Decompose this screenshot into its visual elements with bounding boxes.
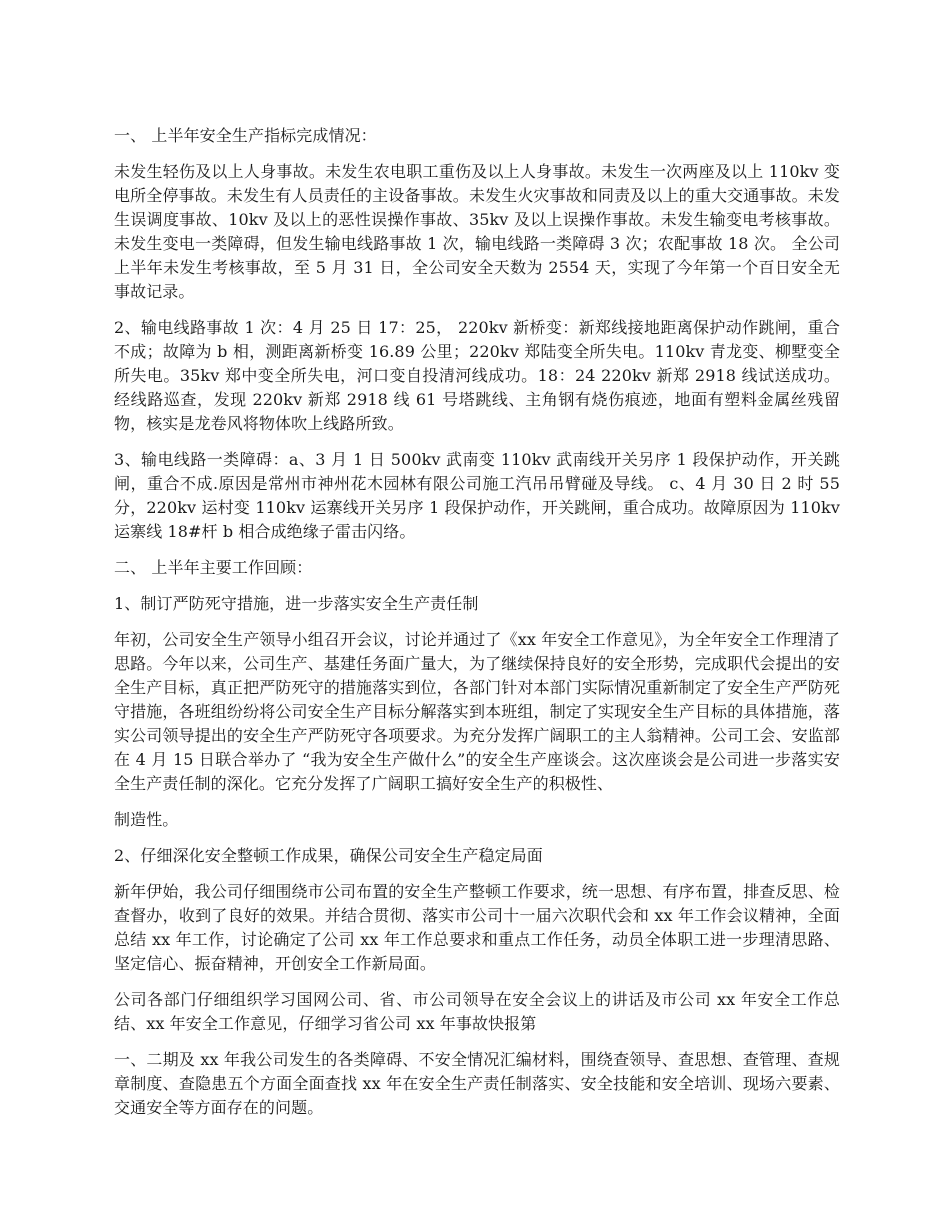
- paragraph-safety-indicators: 未发生轻伤及以上人身事故。未发生农电职工重伤及以上人身事故。未发生一次两座及以上 110kv 变电所全停事故。未发生有人员责任的主设备事故。未发生火灾事故和同责及以上的重大交通事故。未发生误调度事故、10kv 及以上的恶性误操作事故、35kv 及以上误操作事故。未发生输变电考核事故。未发生变电一类障碍，但发生输电线路事故 1 次，输电线路一类障碍 3 次；农配事故 18 次。 全公司上半年未发生考核事故，至 5 月 31 日，全公司安全天数为 2554 天，实现了今年第一个百日安全无事故记录。: [114, 162, 840, 301]
- document-page: [114, 124, 840, 1132]
- subheading-2: 2、仔细深化安全整顿工作成果，确保公司安全生产稳定局面: [114, 846, 543, 865]
- paragraph-line-faults: 3、输电线路一类障碍：a、3 月 1 日 500kv 武南变 110kv 武南线开关另序 1 段保护动作，开关跳闸，重合不成.原因是常州市神州花木园林有限公司施工汽吊吊臂碰及导线。 c、4 月 30 日 2 时 55 分，220kv 运村变 110kv 运寨线开关另序 1 段保护动作，开关跳闸，重合成功。故障原因为 110kv 运寨线 18#杆 b 相合成绝缘子雷击闪络。: [114, 450, 840, 541]
- paragraph-new-year: 新年伊始，我公司仔细围绕市公司布置的安全生产整顿工作要求，统一思想、有序布置，排查反思、检查督办，收到了良好的效果。并结合贯彻、落实市公司十一届六次职代会和 xx 年工作会议精神，全面总结 xx 年工作，讨论确定了公司 xx 年工作总要求和重点工作任务，动员全体职工进一步理清思路、坚定信心、振奋精神，开创安全工作新局面。: [114, 882, 840, 973]
- paragraph-continuation: 制造性。: [114, 810, 179, 829]
- section-heading-1: 一、 上半年安全生产指标完成情况：: [114, 126, 377, 145]
- paragraph-line-accident: 2、输电线路事故 1 次：4 月 25 日 17：25， 220kv 新桥变：新郑线接地距离保护动作跳闸，重合不成；故障为 b 相，测距离新桥变 16.89 公里；220kv 郑陆变全所失电。110kv 青龙变、柳墅变全所失电。35kv 郑中变全所失电，河口变自投清河线成功。18：24 220kv 新郑 2918 线试送成功。经线路巡查，发现 220kv 新郑 2918 线 61 号塔跳线、主角钢有烧伤痕迹，地面有塑料金属丝残留物，核实是龙卷风将物体吹上线路所致。: [114, 318, 840, 433]
- paragraph-investigation: 一、二期及 xx 年我公司发生的各类障碍、不安全情况汇编材料，围绕查领导、查思想、查管理、查规章制度、查隐患五个方面全面查找 xx 年在安全生产责任制落实、安全技能和安全培训、现场六要素、交通安全等方面存在的问题。: [114, 1050, 840, 1117]
- paragraph-responsibility: 年初，公司安全生产领导小组召开会议，讨论并通过了《xx 年安全工作意见》，为全年安全工作理清了思路。今年以来，公司生产、基建任务面广量大，为了继续保持良好的安全形势，完成职代会提出的安全生产目标，真正把严防死守的措施落实到位，各部门针对本部门实际情况重新制定了安全生产严防死守措施，各班组纷纷将公司安全生产目标分解落实到本班组，制定了实现安全生产目标的具体措施，落实公司领导提出的安全生产严防死守各项要求。为充分发挥广阔职工的主人翁精神。公司工会、安监部在 4 月 15 日联合举办了 “我为安全生产做什么”的安全生产座谈会。这次座谈会是公司进一步落实安全生产责任制的深化。它充分发挥了广阔职工搞好安全生产的积极性、: [114, 630, 840, 793]
- section-heading-2: 二、 上半年主要工作回顾：: [114, 558, 313, 577]
- subheading-1: 1、制订严防死守措施，进一步落实安全生产责任制: [114, 594, 479, 613]
- paragraph-study: 公司各部门仔细组织学习国网公司、省、市公司领导在安全会议上的讲话及市公司 xx 年安全工作总结、xx 年安全工作意见，仔细学习省公司 xx 年事故快报第: [114, 990, 840, 1033]
